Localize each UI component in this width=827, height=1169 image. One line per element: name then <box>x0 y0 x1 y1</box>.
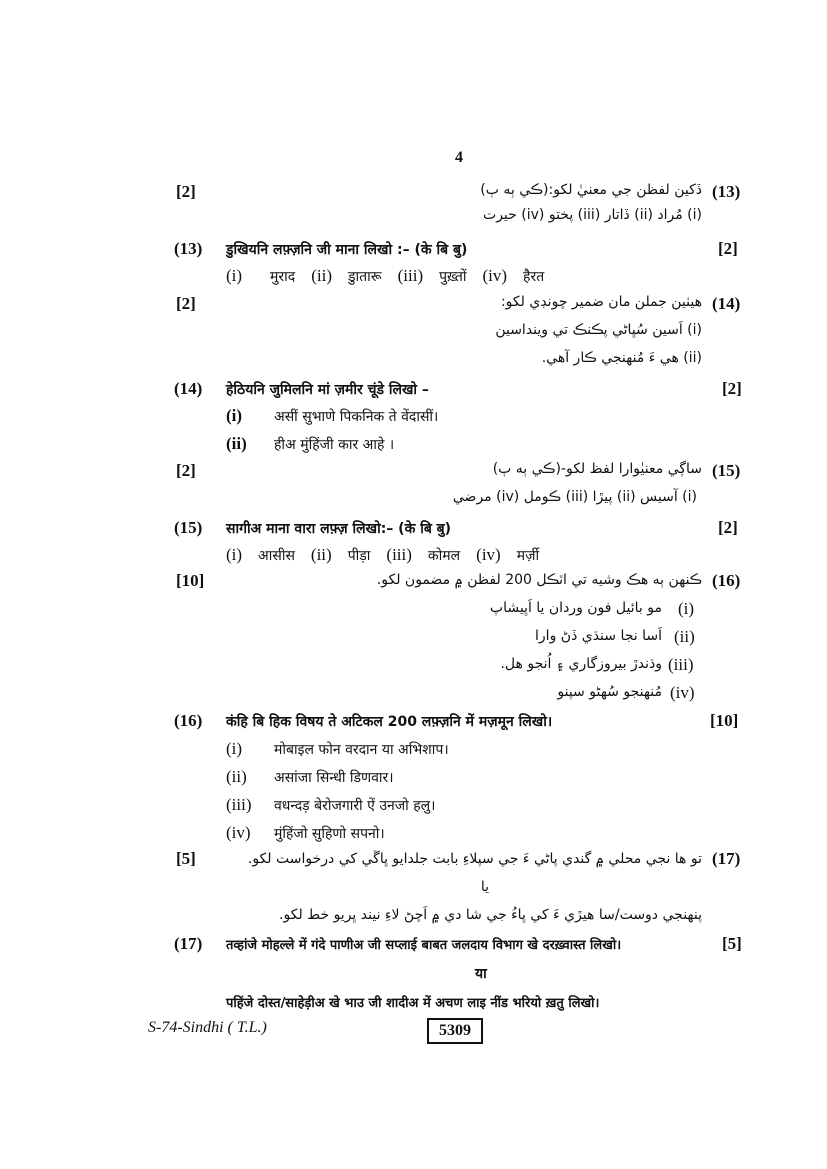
q16-sindhi-item-iii: وڌندڙ بيروزگاري ۽ اُنجو هل. <box>500 656 662 672</box>
q16-hindi-item-iii: वधन्दड़ बेरोजगारी ऐं उनजो हलु। <box>274 798 436 814</box>
option-text: मर्ज़ी <box>516 548 540 564</box>
q14-hindi-number: (14) <box>174 379 203 398</box>
option-num: (ii) <box>310 545 332 564</box>
q15-hindi-question: सागीअ माना वारा लफ़्ज़ लिखो:– (के बि बु) <box>226 521 452 537</box>
q17-sindhi-question: تو ها نجي محلي ۾ گندي پاڻي ءَ جي سپلاءِ بابت جلدايو ڀاڱي کي درخواست لکو. <box>247 851 702 867</box>
q14-hindi-item-i-num: (i) <box>226 406 243 425</box>
q15-hindi-options <box>226 545 539 565</box>
q13-sindhi-number: (13) <box>712 182 741 201</box>
q13-sindhi-options: (i) مُراد (ii) ڏاتار (iii) پختو (iv) حيرت <box>483 207 702 223</box>
q16-sindhi-item-iii-num: (iii) <box>668 655 694 674</box>
option-text: आसीस <box>258 548 295 564</box>
option-num: (iv) <box>476 545 501 564</box>
q16-sindhi-marks: [10] <box>176 571 205 590</box>
q15-sindhi-number: (15) <box>712 461 741 480</box>
option-num: (ii) <box>311 266 332 285</box>
q15-sindhi-options: (i) آسيس (ii) پيڙا (iii) ڪومل (iv) مرضي <box>452 489 697 505</box>
q17-hindi-or: या <box>475 966 487 982</box>
q16-sindhi-item-iv: مُنهنجو سُهڻو سپنو <box>557 684 662 700</box>
q13-hindi-question: डुखियनि लफ़्ज़नि जी माना लिखो :– (के बि बु) <box>226 242 468 258</box>
q16-hindi-item-i-num: (i) <box>226 739 243 758</box>
option-text: मुराद <box>270 269 296 285</box>
q17-hindi-alt-question: पहिंजे दोस्त/साहेड़ीअ खे भाउ जी शादीअ में अचण लाइ नींड भरियो ख़तु लिखो। <box>226 996 600 1011</box>
option-num: (i) <box>226 266 243 285</box>
option-text: हैरत <box>523 269 545 285</box>
q16-sindhi-item-iv-num: (iv) <box>670 683 695 702</box>
q16-sindhi-number: (16) <box>712 571 741 590</box>
q17-hindi-question: तव्हांजे मोहल्ले में गंदे पाणीअ जी सप्लाई बाबत जलदाय विभाग खे दरख़्वास्त लिखो। <box>226 938 622 953</box>
q14-hindi-item-ii: हीअ मुंहिंजी कार आहे । <box>274 437 395 453</box>
q14-hindi-item-ii-num: (ii) <box>226 434 247 453</box>
page-serial-box: 5309 <box>427 1018 483 1044</box>
q13-hindi-options <box>226 266 544 286</box>
q16-hindi-item-iii-num: (iii) <box>226 795 252 814</box>
q16-hindi-item-i: मोबाइल फोन वरदान या अभिशाप। <box>274 742 449 758</box>
q14-sindhi-marks: [2] <box>176 294 196 313</box>
option-num: (iv) <box>482 266 508 285</box>
q13-sindhi-marks: [2] <box>176 182 196 201</box>
q16-sindhi-item-i-num: (i) <box>678 599 695 618</box>
q13-hindi-number: (13) <box>174 239 203 258</box>
option-num: (iii) <box>397 266 424 285</box>
q17-sindhi-alt-question: پنهنجي دوست/سا هيڙي ءَ کي ڀاءُ جي شا دي ۾ اَچڻ لاءِ نيند ڀريو خط لکو. <box>279 907 702 923</box>
q16-sindhi-question: ڪنهن ٻه هڪ وشيه تي اٽڪل 200 لفظن ۾ مضمون لکو. <box>376 572 702 588</box>
q15-sindhi-marks: [2] <box>176 461 196 480</box>
q14-sindhi-number: (14) <box>712 294 741 313</box>
q16-sindhi-item-ii: اَسا نجا سنڌي ڏڻ وارا <box>535 628 662 644</box>
q16-hindi-question: कंहि बि हिक विषय ते अटिकल 200 लफ़्ज़नि में मज़मून लिखो। <box>226 714 553 730</box>
option-text: कोमल <box>427 548 461 564</box>
q16-hindi-item-iv: मुंहिंजो सुहिणो सपनो। <box>274 826 385 842</box>
q13-hindi-marks: [2] <box>718 239 738 258</box>
q16-hindi-item-iv-num: (iv) <box>226 823 251 842</box>
q17-sindhi-number: (17) <box>712 849 741 868</box>
q14-hindi-marks: [2] <box>722 379 742 398</box>
q14-hindi-question: हेठियनि जुमिलनि मां ज़मीर चूंडे लिखो – <box>226 382 429 398</box>
option-text: पुख़्तों <box>439 269 467 285</box>
page-number: 4 <box>455 149 463 166</box>
q17-hindi-number: (17) <box>174 934 203 953</box>
q16-hindi-item-ii: असांजा सिन्धी डिणवार। <box>274 770 394 786</box>
q16-hindi-marks: [10] <box>710 711 739 730</box>
option-num: (i) <box>226 545 243 564</box>
q14-sindhi-item-ii: (ii) هي ءَ مُنهنجي ڪار آهي. <box>541 350 702 366</box>
q15-hindi-number: (15) <box>174 518 203 537</box>
option-text: डुातारू <box>348 269 382 285</box>
paper-code: S-74-Sindhi ( T.L.) <box>148 1019 267 1036</box>
q15-hindi-marks: [2] <box>718 518 738 537</box>
q16-hindi-item-ii-num: (ii) <box>226 767 247 786</box>
q15-sindhi-question: ساڳي معنيٰوارا لفظ لکو-(ڪي ٻه ٻ) <box>492 461 702 477</box>
q17-sindhi-or: يا <box>480 879 489 895</box>
q17-hindi-marks: [5] <box>722 934 742 953</box>
q14-sindhi-question: هيٺين جملن مان ضمير چونڊي لکو: <box>500 294 702 310</box>
q16-hindi-number: (16) <box>174 711 203 730</box>
q14-sindhi-item-i: (i) اَسين سُڀاڻي پڪنڪ تي وينداسين <box>495 322 702 338</box>
q17-sindhi-marks: [5] <box>176 849 196 868</box>
q14-hindi-item-i: असीं सुभाणे पिकनिक ते वेंदासीं। <box>274 409 439 425</box>
q16-sindhi-item-ii-num: (ii) <box>674 627 695 646</box>
q13-sindhi-question: ڏکين لفظن جي معنيٰ لکو:(ڪي ٻه ٻ) <box>480 182 702 198</box>
option-text: पीड़ा <box>347 548 371 564</box>
q16-sindhi-item-i: مو بائيل فون وردان يا اَڀيشاپ <box>489 600 662 616</box>
option-num: (iii) <box>386 545 412 564</box>
